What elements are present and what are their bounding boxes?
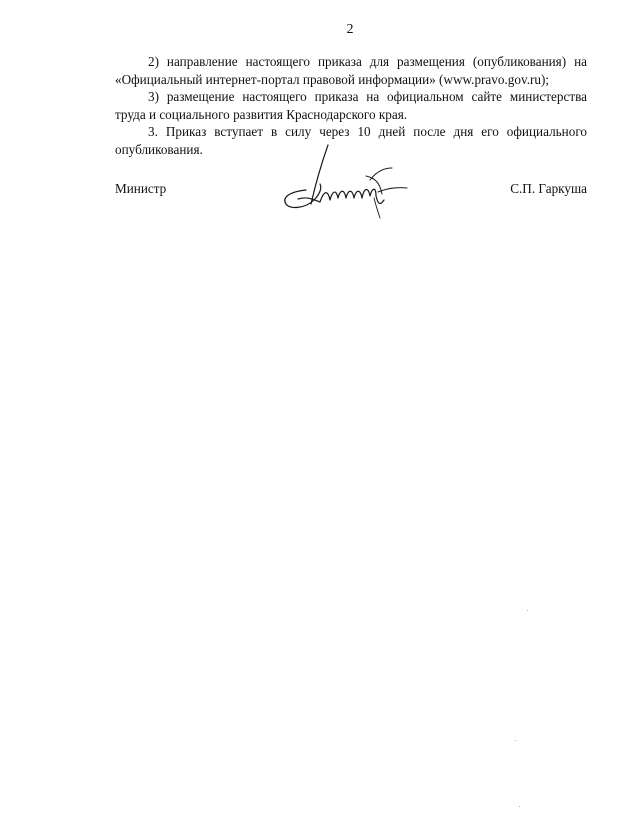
scan-speck (527, 610, 528, 611)
paragraph-ministry-website: 3) размещение настоящего приказа на официальном сайте министерства труда и социального развития Краснодарского края. (115, 89, 587, 122)
paragraph-publication-portal: 2) направление настоящего приказа для размещения (опубликования) на «Официальный интернет-портал правовой информации» (www.pravo.gov.ru); (115, 54, 587, 87)
handwritten-signature (280, 142, 410, 222)
paragraph-entry-into-force: 3. Приказ вступает в силу через 10 дней после дня его официального опубликования. (115, 124, 587, 157)
signer-name: С.П. Гаркуша (510, 181, 587, 196)
scan-speck (519, 806, 520, 807)
signature-block (115, 170, 587, 220)
position-title: Министр (115, 181, 167, 196)
scan-speck (515, 740, 516, 741)
page-number: 2 (346, 22, 354, 37)
